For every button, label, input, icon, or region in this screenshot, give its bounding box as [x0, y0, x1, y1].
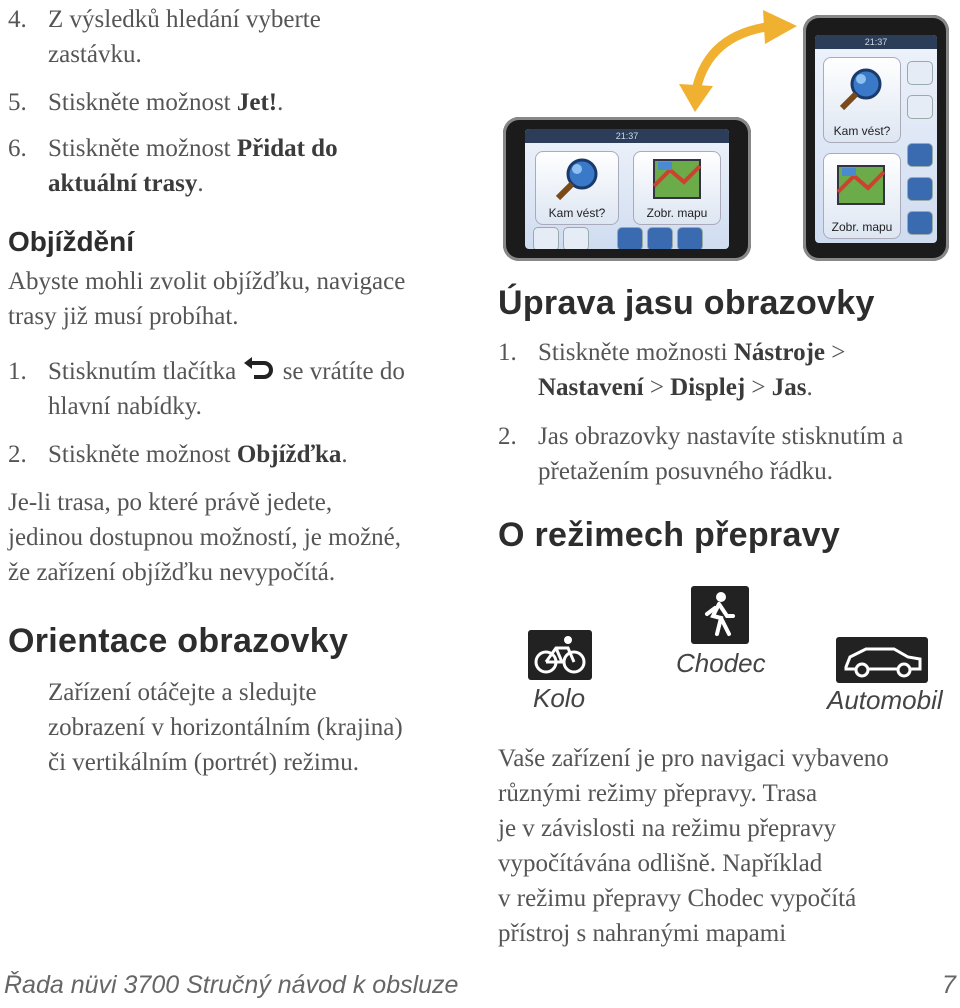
punct: .	[197, 170, 204, 197]
step-6	[8, 131, 458, 201]
detour-step-2	[8, 437, 468, 472]
sep: >	[745, 374, 772, 401]
search-icon	[552, 156, 602, 202]
tile-label: Kam vést?	[548, 206, 606, 220]
footer-title: Řada nüvi 3700 Stručný návod k obsluze	[4, 971, 459, 999]
menu-display: Displej	[670, 374, 746, 401]
detour-intro	[8, 264, 468, 334]
note-line: jedinou dostupnou možností, je možné,	[8, 524, 402, 551]
intro-line: Abyste mohli zvolit objížďku, navigace	[8, 268, 406, 295]
device-portrait	[803, 15, 949, 261]
step-text: Stiskněte možnost	[48, 135, 237, 162]
modes-line: přístroj s nahranými mapami	[498, 920, 787, 947]
brightness-step-1	[498, 335, 958, 405]
modes-heading: O režimech přepravy	[498, 516, 841, 554]
sep: >	[643, 374, 671, 401]
tile-view-map	[823, 153, 901, 239]
modes-line: v režimu přepravy Chodec vypočítá	[498, 885, 857, 912]
punct: .	[277, 89, 284, 116]
mode-bike-label: Kolo	[533, 683, 586, 713]
modes-line: je v závislosti na režimu přepravy	[498, 815, 837, 842]
punct: .	[806, 374, 813, 401]
detour-icon	[563, 227, 589, 249]
tile-where-to	[535, 151, 619, 225]
punct: .	[341, 441, 348, 468]
tools-icon	[907, 211, 933, 235]
bicycle-icon	[528, 630, 592, 680]
orient-line: zobrazení v horizontálním (krajina)	[48, 714, 403, 741]
sep: >	[825, 339, 846, 366]
modes-line: Vaše zařízení je pro navigaci vybaveno	[498, 745, 889, 772]
rotate-arrow-icon	[675, 4, 805, 114]
page-number: 7	[942, 971, 956, 999]
step-4	[8, 2, 458, 72]
step-text: přetažením posuvného řádku.	[538, 458, 834, 485]
step-number: 2.	[8, 441, 27, 468]
option-go: Jet!	[236, 89, 278, 116]
option-add-to-route-2: aktuální trasy	[48, 170, 198, 197]
modes-line: různými režimy přepravy. Trasa	[498, 780, 818, 807]
modes-text	[498, 741, 958, 951]
step-number: 1.	[498, 339, 517, 366]
orientation-heading: Orientace obrazovky	[8, 622, 349, 660]
modes-line: vypočítávána odlišně. Například	[498, 850, 823, 877]
step-text: Z výsledků hledání vyberte	[48, 6, 321, 33]
tools-icon	[677, 227, 703, 249]
step-number: 6.	[8, 135, 27, 162]
step-number: 5.	[8, 89, 27, 116]
car-icon	[836, 637, 928, 683]
search-icon	[836, 66, 886, 112]
orient-line: Zařízení otáčejte a sledujte	[48, 679, 317, 706]
step-number: 4.	[8, 6, 27, 33]
status-bar: 21:37	[525, 129, 729, 143]
step-text: Stiskněte možnost	[48, 441, 237, 468]
close-icon	[533, 227, 559, 249]
device-landscape	[503, 117, 751, 261]
detour-icon	[907, 95, 933, 119]
tile-label: Zobr. mapu	[831, 220, 893, 234]
option-add-to-route: Přidat do	[236, 135, 338, 162]
step-number: 1.	[8, 358, 27, 385]
tile-label: Kam vést?	[833, 124, 891, 138]
map-icon	[650, 156, 704, 202]
mode-walk-label: Chodec	[676, 648, 766, 678]
orient-line: či vertikálním (portrét) režimu.	[48, 749, 359, 776]
note-line: že zařízení objížďku nevypočítá.	[8, 559, 336, 586]
intro-line: trasy již musí probíhat.	[8, 303, 239, 330]
step-text: zastávku.	[48, 41, 142, 68]
pedestrian-icon	[691, 586, 749, 644]
detour-note	[8, 485, 478, 590]
tile-label: Zobr. mapu	[646, 206, 708, 220]
step-number: 2.	[498, 423, 517, 450]
phone-icon	[907, 143, 933, 167]
tile-view-map	[633, 151, 721, 225]
menu-settings: Nastavení	[538, 374, 644, 401]
detour-step-1	[8, 354, 468, 424]
menu-tools: Nástroje	[733, 339, 826, 366]
brightness-step-2	[498, 419, 960, 489]
phone-icon	[617, 227, 643, 249]
tile-where-to	[823, 57, 901, 143]
back-icon	[242, 357, 276, 383]
orientation-text	[48, 675, 468, 780]
step-text: se vrátíte do	[282, 358, 405, 385]
option-detour: Objížďka	[236, 441, 342, 468]
map-icon	[834, 162, 888, 208]
volume-icon	[907, 177, 933, 201]
volume-icon	[647, 227, 673, 249]
detour-heading: Objíždění	[8, 226, 134, 257]
menu-brightness: Jas	[771, 374, 807, 401]
status-bar: 21:37	[815, 35, 937, 49]
step-text: Stisknutím tlačítka	[48, 358, 237, 385]
step-text: Stiskněte možnosti	[538, 339, 734, 366]
brightness-heading: Úprava jasu obrazovky	[498, 284, 875, 322]
step-text: hlavní nabídky.	[48, 393, 202, 420]
note-line: Je-li trasa, po které právě jedete,	[8, 489, 333, 516]
mode-car-label: Automobil	[827, 685, 943, 715]
close-icon	[907, 61, 933, 85]
step-text: Stiskněte možnost	[48, 89, 237, 116]
step-text: Jas obrazovky nastavíte stisknutím a	[538, 423, 904, 450]
step-5	[8, 85, 458, 120]
